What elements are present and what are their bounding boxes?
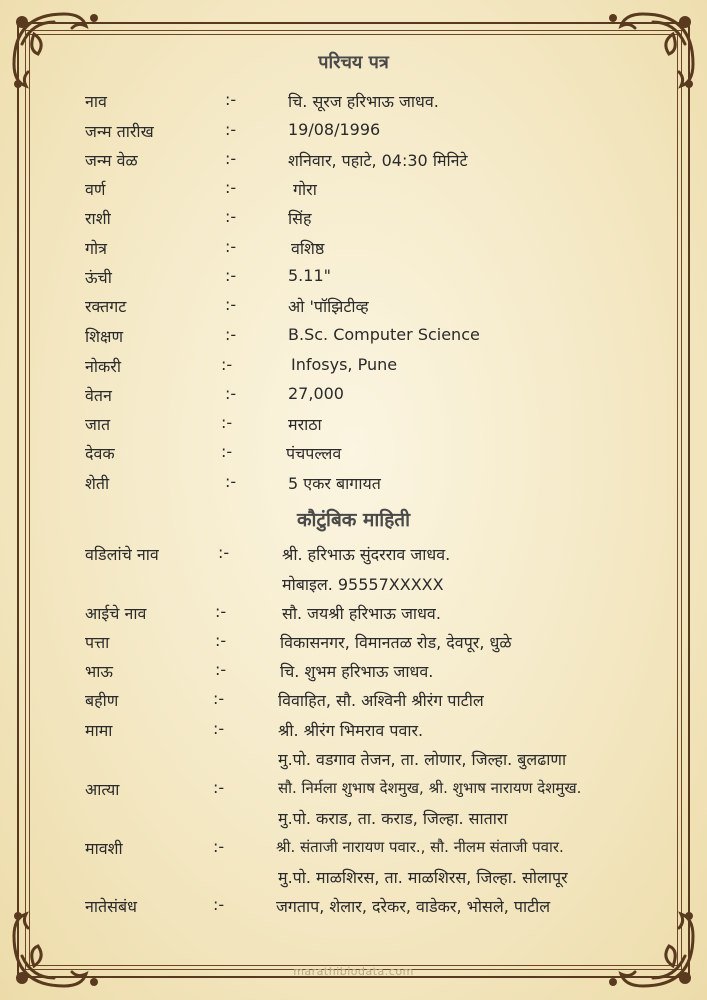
detail-separator: :-	[225, 295, 237, 314]
family-value: श्री. हरिभाऊ सुंदरराव जाधव.	[282, 545, 451, 564]
family-label: बहीण	[85, 691, 119, 710]
detail-row	[0, 120, 707, 146]
detail-row	[0, 413, 707, 439]
detail-label: राशी	[85, 209, 111, 228]
detail-separator: :-	[225, 266, 237, 285]
detail-value: पंचपल्लव	[286, 444, 342, 463]
family-separator: :-	[213, 719, 225, 738]
detail-value: चि. सूरज हरिभाऊ जाधव.	[288, 92, 439, 111]
detail-separator: :-	[225, 178, 237, 197]
family-separator: :-	[213, 837, 225, 856]
detail-separator: :-	[225, 120, 237, 139]
detail-row	[0, 384, 707, 410]
detail-separator: :-	[221, 442, 233, 461]
detail-label: जन्म वेळ	[85, 151, 138, 170]
detail-label: देवक	[85, 444, 115, 463]
family-value: चि. शुभम हरिभाऊ जाधव.	[280, 662, 434, 681]
detail-label: वेतन	[85, 386, 112, 405]
detail-value: 5 एकर बागायत	[288, 474, 381, 493]
detail-row	[0, 207, 707, 233]
detail-separator: :-	[221, 413, 233, 432]
family-row	[0, 748, 707, 774]
detail-separator: :-	[225, 384, 237, 403]
detail-label: वर्ण	[85, 180, 106, 199]
family-row	[0, 719, 707, 745]
family-row	[0, 573, 707, 599]
detail-row	[0, 237, 707, 263]
family-label: पत्ता	[85, 633, 110, 652]
family-label: भाऊ	[85, 662, 113, 681]
family-separator: :-	[213, 778, 225, 797]
family-label: मामा	[85, 721, 113, 740]
detail-row	[0, 149, 707, 175]
detail-value: ओ 'पॉझिटीव्ह	[288, 297, 369, 316]
family-label: आत्या	[85, 780, 120, 799]
detail-value: शनिवार, पहाटे, 04:30 मिनिटे	[288, 151, 468, 170]
detail-value: सिंह	[288, 209, 312, 228]
family-separator: :-	[213, 689, 225, 708]
detail-separator: :-	[225, 325, 237, 344]
detail-label: जन्म तारीख	[85, 122, 154, 141]
detail-label: गोत्र	[85, 239, 107, 258]
family-value: मु.पो. माळशिरस, ता. माळशिरस, जिल्हा. सोलापूर	[278, 868, 568, 887]
detail-separator: :-	[225, 149, 237, 168]
family-label: आईचे नाव	[85, 604, 147, 623]
family-row	[0, 660, 707, 686]
detail-label: नोकरी	[85, 357, 122, 376]
detail-label: शिक्षण	[85, 327, 124, 346]
detail-value: मराठा	[288, 415, 322, 434]
detail-label: ऊंची	[85, 268, 112, 287]
family-row	[0, 837, 707, 863]
family-value: विवाहित, सौ. अश्विनी श्रीरंग पाटील	[278, 691, 484, 710]
detail-separator: :-	[221, 355, 233, 374]
detail-value: B.Sc. Computer Science	[288, 325, 480, 344]
detail-label: शेती	[85, 474, 110, 493]
detail-row	[0, 90, 707, 116]
family-separator: :-	[213, 895, 225, 914]
family-value: सौ. निर्मला शुभाष देशमुख, श्री. शुभाष नारायण देशमुख.	[278, 779, 582, 797]
detail-row	[0, 325, 707, 351]
detail-separator: :-	[225, 90, 237, 109]
detail-label: नाव	[85, 92, 107, 111]
detail-row	[0, 178, 707, 204]
family-row	[0, 689, 707, 715]
family-separator: :-	[215, 602, 227, 621]
family-row	[0, 895, 707, 921]
family-value: मोबाइल. 95557XXXXX	[282, 575, 444, 594]
family-value: श्री. संताजी नारायण पवार., सौ. नीलम संताजी पवार.	[276, 838, 564, 856]
family-value: जगताप, शेलार, दरेकर, वाडेकर, भोसले, पाटील	[276, 897, 551, 916]
detail-value: 27,000	[288, 384, 344, 403]
family-label: वडिलांचे नाव	[85, 545, 159, 564]
family-label: नातेसंबंध	[85, 897, 137, 916]
detail-label: रक्तगट	[85, 297, 127, 316]
family-value: मु.पो. कराड, ता. कराड, जिल्हा. सातारा	[278, 809, 508, 828]
detail-value: Infosys, Pune	[291, 355, 398, 374]
detail-label: जात	[85, 415, 111, 434]
family-row	[0, 602, 707, 628]
detail-row	[0, 355, 707, 381]
detail-row	[0, 472, 707, 498]
detail-row	[0, 442, 707, 468]
detail-row	[0, 266, 707, 292]
detail-value: वशिष्ठ	[291, 239, 325, 258]
family-row	[0, 631, 707, 657]
family-value: श्री. श्रीरंग भिमराव पवार.	[278, 721, 424, 740]
detail-separator: :-	[225, 472, 237, 491]
family-label: मावशी	[85, 839, 123, 858]
detail-value: गोरा	[293, 180, 317, 199]
family-row	[0, 543, 707, 569]
family-separator: :-	[218, 543, 230, 562]
family-separator: :-	[215, 631, 227, 650]
family-section-title: कौटुंबिक माहिती	[296, 509, 411, 531]
detail-value: 19/08/1996	[288, 120, 381, 139]
detail-row	[0, 295, 707, 321]
family-row	[0, 778, 707, 804]
detail-separator: :-	[225, 207, 237, 226]
family-value: सौ. जयश्री हरिभाऊ जाधव.	[282, 604, 441, 623]
family-value: मु.पो. वडगाव तेजन, ता. लोणार, जिल्हा. बुलढाणा	[278, 750, 567, 769]
page-title: परिचय पत्र	[318, 52, 389, 73]
detail-value: 5.11"	[288, 266, 331, 285]
family-value: विकासनगर, विमानतळ रोड, देवपूर, धुळे	[280, 633, 512, 652]
family-separator: :-	[215, 660, 227, 679]
family-row	[0, 866, 707, 892]
detail-separator: :-	[225, 237, 237, 256]
watermark: marathibiodata.com	[293, 965, 414, 978]
family-row	[0, 807, 707, 833]
